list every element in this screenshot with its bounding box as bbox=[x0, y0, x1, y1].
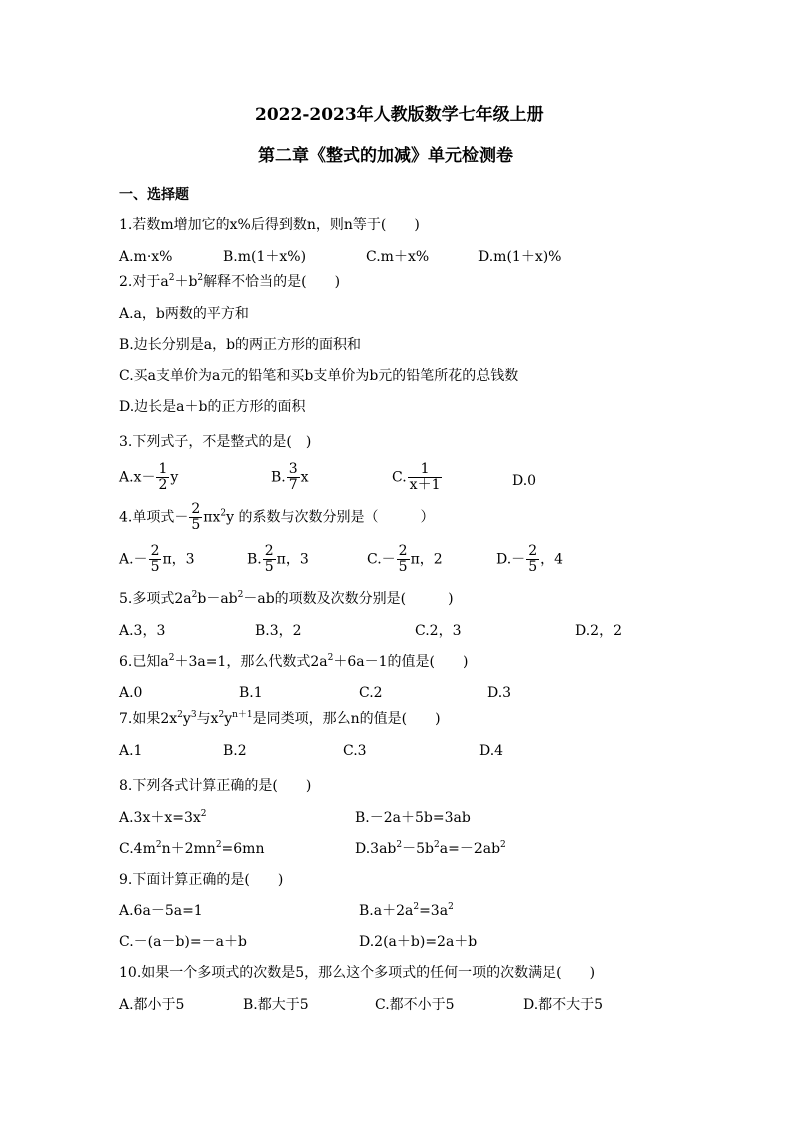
question-8-stem: 8.下列各式计算正确的是( ) bbox=[119, 778, 312, 794]
question-7-stem: 7.如果$2x^2y^3$与$x^2y^{n+1}$是同类项，那么n的值是( ) bbox=[119, 710, 441, 727]
page-title: 2022-2023年人教版数学七年级上册 bbox=[255, 105, 544, 125]
question-6-option-d: D.3 bbox=[487, 685, 512, 701]
question-10-stem: 10.如果一个多项式的次数是5，那么这个多项式的任何一项的次数满足( ) bbox=[119, 965, 596, 981]
question-5-option-b: B.3，2 bbox=[255, 623, 302, 639]
question-1-option-b: B.m(1＋x%) bbox=[223, 249, 307, 265]
question-4-stem: 4.单项式－ $\frac{2}{5}$ $\pi x^2y$ 的系数与次数分别是（ ） bbox=[119, 501, 435, 533]
question-4-option-c: C.－ $\frac{2}{5}$ π，2 bbox=[367, 543, 443, 575]
question-9-option-b: $B.a+2a^2=3a^2$ bbox=[359, 902, 454, 919]
question-5-option-c: C.2，3 bbox=[415, 623, 462, 639]
question-9-option-a: A.6a－5a=1 bbox=[119, 903, 203, 919]
question-10-option-d: D.都不大于5 bbox=[523, 997, 604, 1013]
question-3-option-d: D.0 bbox=[512, 473, 537, 489]
question-6-option-c: C.2 bbox=[359, 685, 383, 701]
question-10-option-c: C.都不小于5 bbox=[375, 997, 455, 1013]
question-7-option-b: B.2 bbox=[223, 743, 247, 759]
question-8-option-a: $A.3x+x=3x^2$ bbox=[119, 809, 207, 826]
question-8-option-b: B.－2a＋5b=3ab bbox=[355, 810, 471, 826]
question-2-option-c: C.买a支单价为a元的铅笔和买b支单价为b元的铅笔所花的总钱数 bbox=[119, 368, 519, 384]
question-1-option-c: C.m＋x% bbox=[366, 249, 430, 265]
question-7-option-a: A.1 bbox=[119, 743, 143, 759]
question-4-option-b: B. $\frac{2}{5}$ π，3 bbox=[247, 543, 309, 575]
section-heading: 一、选择题 bbox=[119, 187, 189, 203]
question-2-option-b: B.边长分别是a，b的两正方形的面积和 bbox=[119, 337, 362, 353]
page-subtitle: 第二章《整式的加减》单元检测卷 bbox=[258, 146, 513, 166]
question-6-stem: 6.已知$a^2+3a=1$，那么代数式$2a^2+6a-1$的值是( ) bbox=[119, 653, 469, 670]
question-3-option-c: C. $\frac{1}{x+1}$ bbox=[392, 461, 441, 493]
question-7-option-d: D.4 bbox=[479, 743, 504, 759]
question-6-option-a: A.0 bbox=[119, 685, 143, 701]
question-6-option-b: B.1 bbox=[239, 685, 263, 701]
question-8-option-d: $D.3ab^2-5b^2a=-2ab^2$ bbox=[355, 840, 506, 857]
question-1-option-d: D.m(1＋x)% bbox=[478, 249, 562, 265]
question-1-stem: 1.若数m增加它的x%后得到数n，则n等于( ) bbox=[119, 217, 420, 233]
question-9-stem: 9.下面计算正确的是( ) bbox=[119, 872, 284, 888]
question-1-option-a: A.m·x% bbox=[119, 249, 173, 265]
question-5-option-a: A.3，3 bbox=[119, 623, 166, 639]
question-2-option-d: D.边长是a＋b的正方形的面积 bbox=[119, 399, 306, 415]
question-4-option-a: A.－ $\frac{2}{5}$ π，3 bbox=[119, 543, 195, 575]
question-3-option-b: B. $\frac{3}{7}$ x bbox=[271, 461, 309, 493]
question-7-option-c: C.3 bbox=[343, 743, 367, 759]
question-5-stem: 5.多项式$2a^2b-ab^2-ab$的项数及次数分别是( ) bbox=[119, 590, 454, 607]
question-10-option-a: A.都小于5 bbox=[119, 997, 185, 1013]
question-8-option-c: $C.4m^2n+2mn^2=6mn$ bbox=[119, 840, 265, 857]
question-4-option-d: D.－ $\frac{2}{5}$ ，4 bbox=[496, 543, 564, 575]
question-10-option-b: B.都大于5 bbox=[243, 997, 309, 1013]
question-9-option-d: D.2(a＋b)=2a＋b bbox=[359, 934, 478, 950]
question-5-option-d: D.2，2 bbox=[575, 623, 622, 639]
question-2-stem: 2.对于$a^2+b^2$解释不恰当的是( ) bbox=[119, 273, 341, 290]
question-9-option-c: C.－(a－b)=－a＋b bbox=[119, 934, 247, 950]
question-3-stem: 3.下列式子，不是整式的是( ) bbox=[119, 434, 312, 450]
question-2-option-a: A.a，b两数的平方和 bbox=[119, 306, 249, 322]
question-3-option-a: A.x－ $\frac{1}{2}$ y bbox=[119, 461, 179, 493]
